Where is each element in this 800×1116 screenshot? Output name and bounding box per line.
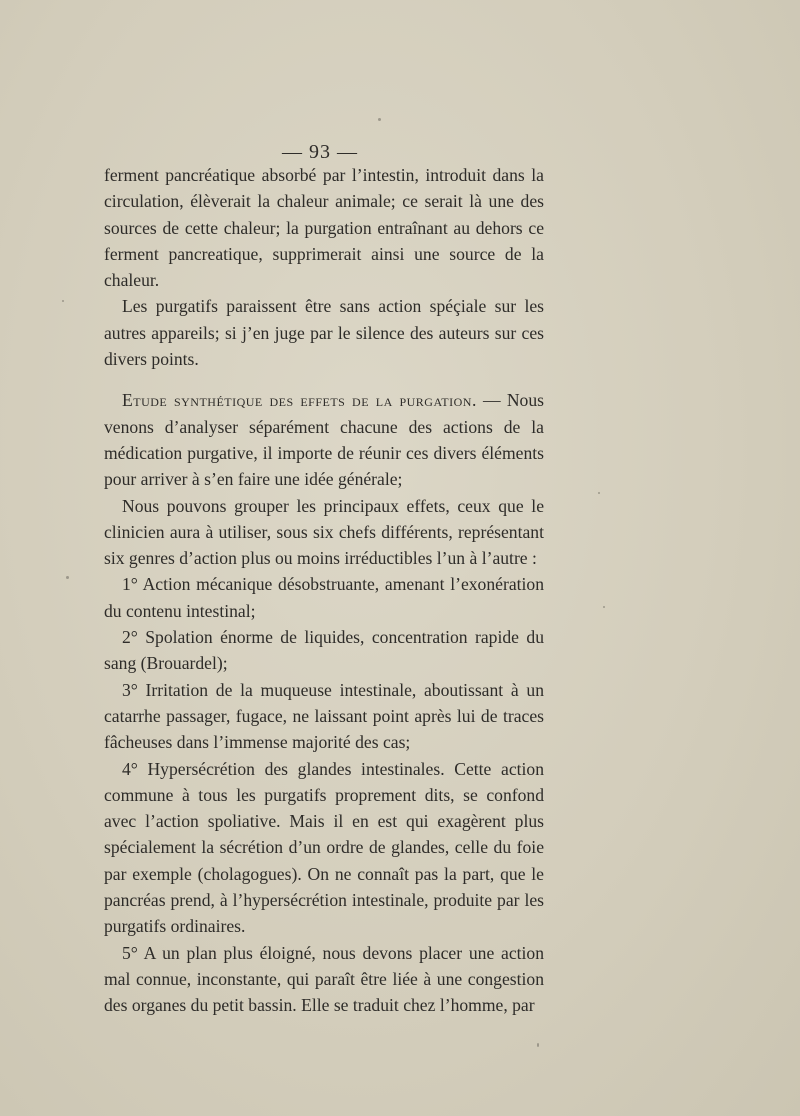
section-heading: Etude synthétique des effets de la purgation.: [122, 390, 477, 411]
paper-speck: [62, 300, 64, 302]
paragraph-4: Nous pouvons grouper les principaux effets, ceux que le clinicien aura à utiliser, sous six chefs différents, représentant six genres d’action plus ou moins irréductibles l’un à l’autre :: [104, 495, 544, 569]
list-item-4: 4° Hypersécrétion des glandes intestinales. Cette action commune à tous les purgatifs proprement dits, se confond avec l’action spoliative. Mais il en est qui exagèrent plus spécialement la sécrétion d’un ordre de glandes, celle du foie par exemple (cholagogues). On ne connaît pas la part, que le pancréas prend, à l’hypersécrétion intestinale, produite par les purgatifs ordinaires.: [104, 758, 544, 937]
list-item-5: 5° A un plan plus éloigné, nous devons placer une action mal connue, inconstante, qui paraît être liée à une congestion des organes du petit bassin. Elle se traduit chez l’homme, par: [104, 942, 544, 1016]
paper-speck: [66, 576, 69, 579]
paper-speck: [603, 606, 605, 608]
list-item-3: 3° Irritation de la muqueuse intestinale, aboutissant à un catarrhe passager, fugace, ne laissant point après lui de traces fâcheuses dans l’immense majorité des cas;: [104, 679, 544, 753]
list-item-2: 2° Spolation énorme de liquides, concentration rapide du sang (Brouardel);: [104, 627, 544, 674]
paragraph-1: ferment pancréatique absorbé par l’intestin, introduit dans la circulation, élèverait la chaleur animale; ce serait là une des sources de cette chaleur; la purgation entraînant au dehors ce ferment pancreatique, supprimerait ainsi une source de la chaleur.: [104, 165, 544, 291]
paper-speck: [598, 492, 600, 494]
paper-speck: [537, 1043, 539, 1047]
page-number: — 93 —: [282, 141, 358, 163]
paragraph-3-text: — Nous venons d’analyser séparément chacune des actions de la médication purgative, il importe de réunir ces divers éléments pour arriver à s’en faire une idée générale;: [104, 390, 544, 490]
paper-speck: [378, 118, 381, 121]
list-item-1: 1° Action mécanique désobstruante, amenant l’exonération du contenu intestinal;: [104, 574, 544, 621]
paragraph-3: [104, 387, 544, 492]
paragraph-2: Les purgatifs paraissent être sans action spéçiale sur les autres appareils; si j’en juge par le silence des auteurs sur ces divers points.: [104, 296, 544, 370]
body-text: [104, 162, 544, 1019]
